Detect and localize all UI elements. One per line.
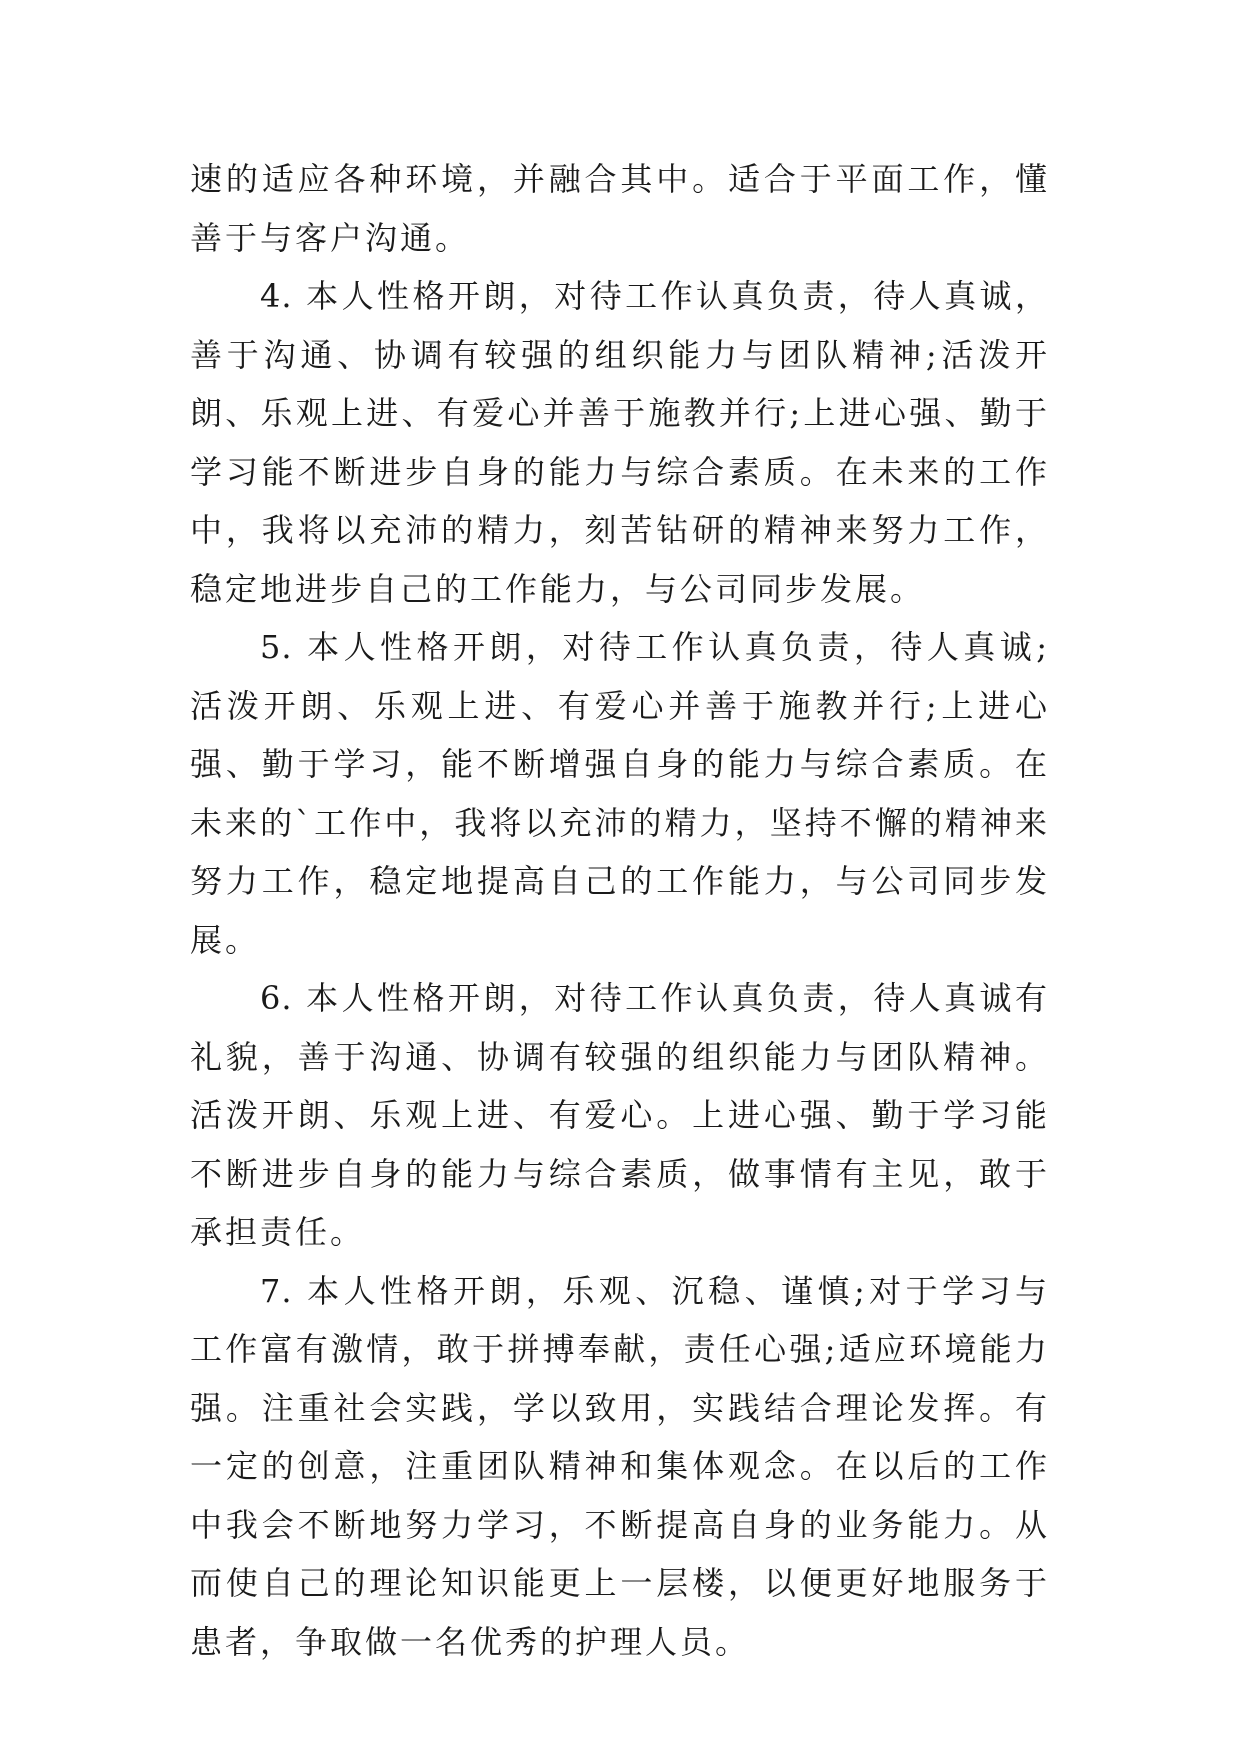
paragraph-text: 本人性格开朗，乐观、沉稳、谨慎;对于学习与工作富有激情，敢于拼搏奉献，责任心强;适应环境能力强。注重社会实践，学以致用，实践结合理论发挥。有一定的创意，注重团队精神和集体观念。在以后的工作中我会不断地努力学习，不断提高自身的业务能力。从而使自己的理论知识能更上一层楼，以便更好地服务于患者，争取做一名优秀的护理人员。 — [190, 1271, 1050, 1661]
paragraph-item-6 — [190, 969, 1050, 1262]
paragraph-item-4 — [190, 267, 1050, 618]
paragraph-text: 速的适应各种环境，并融合其中。适合于平面工作，懂善于与客户沟通。 — [190, 160, 1050, 257]
paragraph-text: 本人性格开朗，对待工作认真负责，待人真诚;活泼开朗、乐观上进、有爱心并善于施教并行;上进心强、勤于学习，能不断增强自身的能力与综合素质。在未来的`工作中，我将以充沛的精力，坚持不懈的精神来努力工作，稳定地提高自己的工作能力，与公司同步发展。 — [190, 628, 1050, 959]
document-body — [190, 150, 1050, 1671]
paragraph-number: 5. — [260, 628, 293, 666]
paragraph-number: 4. — [260, 277, 293, 315]
paragraph-item-5 — [190, 618, 1050, 969]
paragraph-item-7 — [190, 1262, 1050, 1672]
paragraph-number: 6. — [260, 979, 293, 1017]
paragraph-text: 本人性格开朗，对待工作认真负责，待人真诚有礼貌，善于沟通、协调有较强的组织能力与团队精神。活泼开朗、乐观上进、有爱心。上进心强、勤于学习能不断进步自身的能力与综合素质，做事情有主见，敢于承担责任。 — [190, 979, 1050, 1251]
paragraph-number: 7. — [260, 1271, 293, 1310]
paragraph-text: 本人性格开朗，对待工作认真负责，待人真诚，善于沟通、协调有较强的组织能力与团队精神;活泼开朗、乐观上进、有爱心并善于施教并行;上进心强、勤于学习能不断进步自身的能力与综合素质。在未来的工作中，我将以充沛的精力，刻苦钻研的精神来努力工作，稳定地进步自己的工作能力，与公司同步发展。 — [190, 277, 1050, 608]
paragraph-continuation — [190, 150, 1050, 267]
